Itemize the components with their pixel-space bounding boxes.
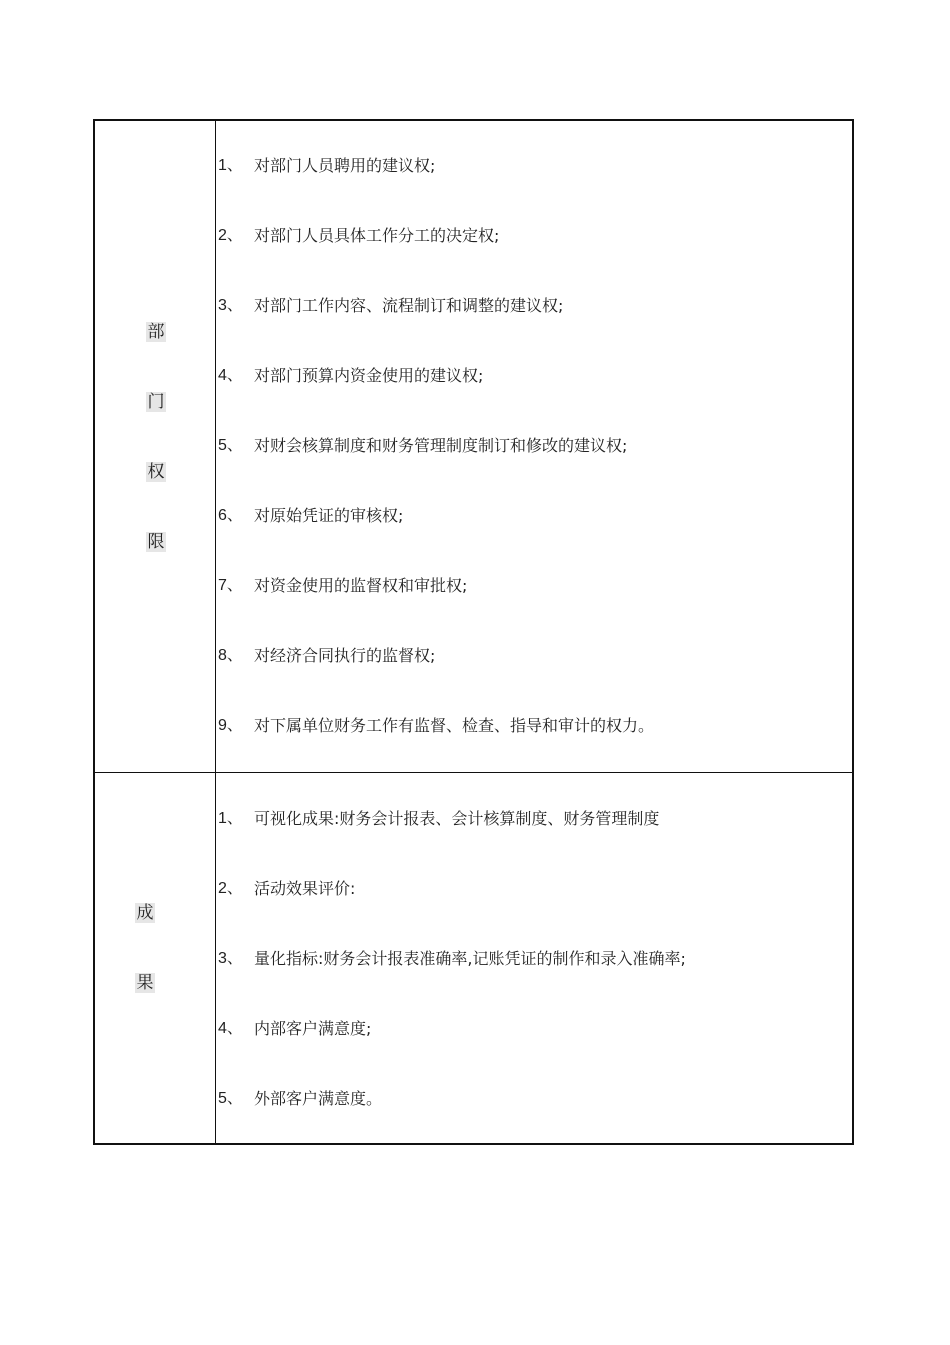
- list-item: [216, 879, 852, 949]
- label-char: 部: [147, 322, 165, 342]
- item-number: 3、: [218, 297, 243, 314]
- item-number: 1、: [218, 157, 243, 174]
- label-char: 成: [136, 903, 154, 923]
- list-item: [216, 366, 852, 436]
- results-label: [135, 903, 155, 993]
- list-item: [216, 1019, 852, 1089]
- list-item: [216, 506, 852, 576]
- item-text: 对部门工作内容、流程制订和调整的建议权;: [254, 296, 564, 315]
- item-text: 量化指标:财务会计报表准确率,记账凭证的制作和录入准确率;: [254, 949, 686, 968]
- item-number: 6、: [218, 507, 243, 524]
- label-char: 权: [147, 462, 165, 482]
- item-text: 对原始凭证的审核权;: [254, 506, 404, 525]
- responsibility-table: [93, 119, 854, 1145]
- item-number: 4、: [218, 367, 243, 384]
- item-text: 外部客户满意度。: [254, 1089, 383, 1108]
- list-item: [216, 436, 852, 506]
- item-text: 可视化成果:财务会计报表、会计核算制度、财务管理制度: [254, 809, 660, 828]
- item-number: 7、: [218, 577, 243, 594]
- list-item: [216, 949, 852, 1019]
- list-item: [216, 156, 852, 226]
- results-row: [94, 773, 853, 1145]
- department-authority-content-cell: [216, 120, 854, 773]
- item-text: 活动效果评价:: [254, 879, 356, 898]
- item-number: 4、: [218, 1020, 243, 1037]
- list-item: [216, 809, 852, 879]
- item-text: 对部门预算内资金使用的建议权;: [254, 366, 484, 385]
- item-text: 对下属单位财务工作有监督、检查、指导和审计的权力。: [254, 716, 655, 735]
- item-number: 5、: [218, 1090, 243, 1107]
- item-number: 5、: [218, 437, 243, 454]
- item-text: 对部门人员聘用的建议权;: [254, 156, 436, 175]
- label-char: 果: [136, 973, 154, 993]
- list-item: [216, 296, 852, 366]
- list-item: [216, 576, 852, 646]
- item-number: 3、: [218, 950, 243, 967]
- label-char: 门: [147, 392, 165, 412]
- list-item: [216, 226, 852, 296]
- item-text: 对财会核算制度和财务管理制度制订和修改的建议权;: [254, 436, 628, 455]
- list-item: [216, 1089, 852, 1159]
- item-number: 8、: [218, 647, 243, 664]
- results-content-cell: [216, 773, 854, 1145]
- results-label-cell: [94, 773, 216, 1145]
- department-authority-list: [216, 156, 852, 786]
- label-char: 限: [147, 532, 165, 552]
- item-number: 9、: [218, 717, 243, 734]
- item-text: 对经济合同执行的监督权;: [254, 646, 436, 665]
- item-text: 对部门人员具体工作分工的决定权;: [254, 226, 500, 245]
- list-item: [216, 646, 852, 716]
- item-number: 2、: [218, 880, 243, 897]
- item-text: 内部客户满意度;: [254, 1019, 372, 1038]
- department-authority-label: [146, 322, 166, 552]
- department-authority-label-cell: [94, 120, 216, 773]
- item-number: 2、: [218, 227, 243, 244]
- item-number: 1、: [218, 810, 243, 827]
- department-authority-row: [94, 120, 853, 773]
- item-text: 对资金使用的监督权和审批权;: [254, 576, 468, 595]
- results-list: [216, 809, 852, 1159]
